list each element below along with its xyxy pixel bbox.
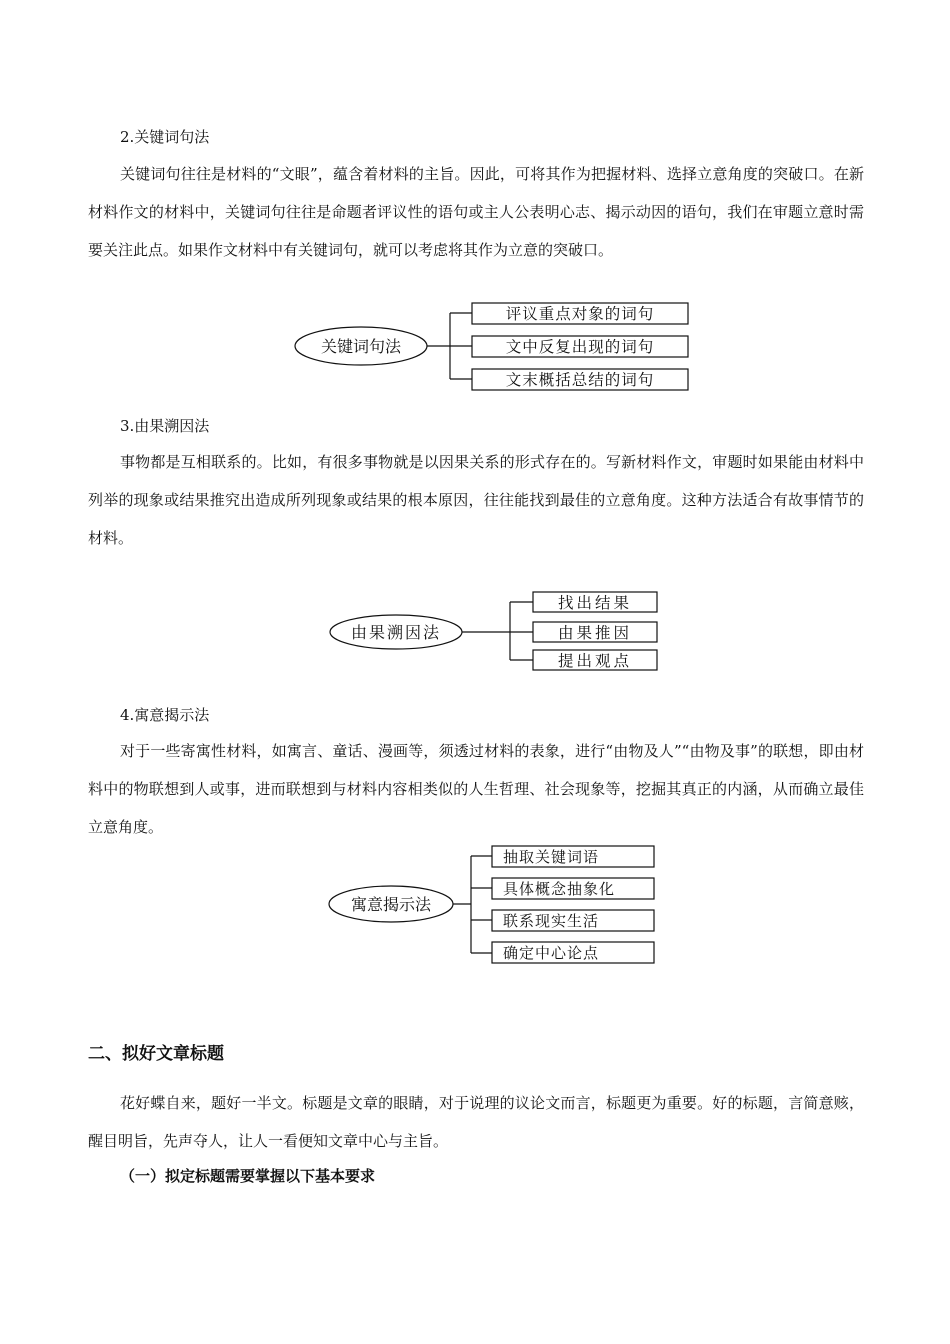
diagram-branch-label: 抽取关键词语 (503, 848, 600, 866)
diagram-branch-label: 提出观点 (557, 652, 633, 670)
chapter-subheading: （一）拟定标题需要掌握以下基本要求 (120, 1167, 376, 1185)
diagram-branch-label: 联系现实生活 (503, 912, 600, 930)
diagram-branch-label: 具体概念抽象化 (503, 880, 616, 898)
section-paragraph-keywords: 关键词句往往是材料的“文眼”，蕴含着材料的主旨。因此，可将其作为把握材料、选择立意角度的突破口。在新材料作文的材料中，关键词句往往是命题者评议性的语句或主人公表明心志、揭示动因的语句，我们在审题立意时需要关注此点。如果作文材料中有关键词句，就可以考虑将其作为立意的突破口。 (88, 165, 864, 259)
diagram-cause (0, 585, 950, 675)
diagram-branch-label: 文末概括总结的词句 (505, 371, 655, 389)
diagram-center-label: 关键词句法 (320, 337, 402, 356)
diagram-branch-label: 由果推因 (557, 624, 633, 642)
section-title-keywords: 2.关键词句法 (120, 128, 210, 146)
diagram-allegory (0, 840, 950, 970)
diagram-branch-label: 评议重点对象的词句 (505, 305, 655, 323)
chapter-paragraph: 花好蝶自来，题好一半文。标题是文章的眼睛，对于说理的议论文而言，标题更为重要。好的标题，言简意赅，醒目明旨，先声夺人，让人一看便知文章中心与主旨。 (88, 1094, 864, 1150)
diagram-branch-label: 找出结果 (557, 594, 633, 612)
chapter-heading: 二、拟好文章标题 (88, 1044, 224, 1064)
section-title-allegory: 4.寓意揭示法 (120, 706, 210, 724)
diagram-center-label: 由果溯因法 (350, 623, 442, 642)
section-paragraph-cause: 事物都是互相联系的。比如，有很多事物就是以因果关系的形式存在的。写新材料作文，审题时如果能由材料中列举的现象或结果推究出造成所列现象或结果的根本原因，往往能找到最佳的立意角度。这种方法适合有故事情节的材料。 (88, 453, 864, 547)
section-title-cause: 3.由果溯因法 (120, 417, 210, 435)
diagram-branch-label: 文中反复出现的词句 (505, 338, 655, 356)
diagram-center-label: 寓意揭示法 (350, 895, 432, 914)
diagram-branch-label: 确定中心论点 (503, 944, 600, 962)
section-paragraph-allegory: 对于一些寄寓性材料，如寓言、童话、漫画等，须透过材料的表象，进行“由物及人”“由物及事”的联想，即由材料中的物联想到人或事，进而联想到与材料内容相类似的人生哲理、社会现象等，挖掘其真正的内涵，从而确立最佳立意角度。 (88, 742, 864, 836)
diagram-keywords (0, 295, 950, 395)
